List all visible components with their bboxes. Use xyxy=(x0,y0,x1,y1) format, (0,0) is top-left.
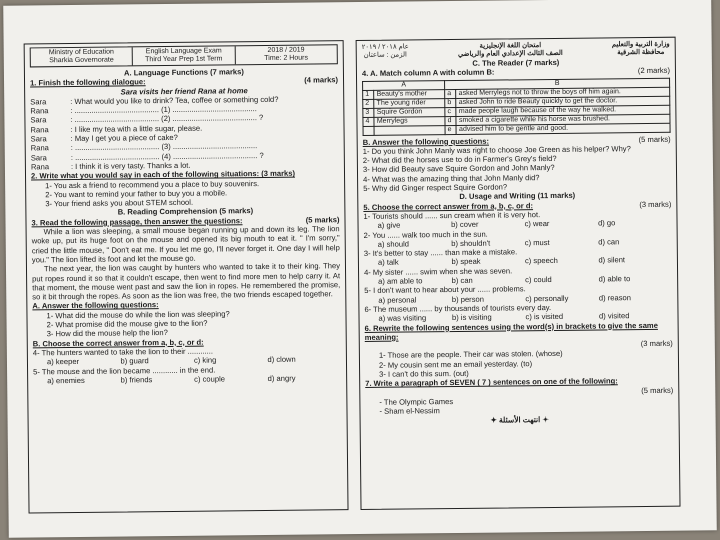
exam-header xyxy=(30,44,338,67)
q1-marks: (4 marks) xyxy=(304,75,339,85)
qbr-item: 3- How did Beauty save Squire Gordon and John Manly? xyxy=(362,163,555,175)
q7-title: 7. Write a paragraph of SEVEN ( 7 ) sentences on one of the following: xyxy=(365,376,618,389)
dialogue-line: Sara : ........................................ (4) ........................................ ? xyxy=(30,150,264,163)
dialogue-line: Rana : I like my tea with a little sugar, please. xyxy=(30,123,203,135)
arabic-header: عام ٢٠١٨ / ٢٠١٩ الزمن : ساعتان امتحان اللغة الإنجليزية الصف الثالث الإعدادي العام والرياضي وزارة التربية والتعليم محافظة الشرقية xyxy=(361,40,670,59)
q5-title: 5. Choose the correct answer from a, b, c, or d: xyxy=(363,200,534,212)
qa-item: 3- How did the mouse help the lion? xyxy=(46,328,168,339)
passage-paragraph: While a lion was sleeping, a small mouse began running up and down its leg. The lion woke up, put its huge foot on the mouse and opened its big mouth to eat it. " I'm sorry," cried the little mouse, " Don't eat me. If you let me go, I'll never forget it. One day I will help you." The lion lifted its foot and let the mouse go. xyxy=(31,224,340,265)
passage-paragraph: The next year, the lion was caught by hunters who wanted to take it to their king. They put ropes round it so that it couldn't escape, then went to find more men to help carry it. At that moment, the mouse went past and saw the lion in ropes. He remembered the promise, so it bit through the ropes. As soon as the lion was free, the two friends escaped together. xyxy=(32,261,341,302)
mcq-question: 5- I don't want to hear about your ...... problems. xyxy=(364,284,526,296)
q3-marks: (5 marks) xyxy=(305,214,340,225)
q4-title: 4. A. Match column A with column B: xyxy=(361,67,495,79)
header-exam: English Language Exam xyxy=(145,47,222,56)
qbr-title: B. Answer the following questions: xyxy=(362,136,490,147)
match-table: A B 1 Beauty's mother a asked Merrylegs not to throw the boys off him again. 2 The young rider b asked John to ride Beauty quickly to get the doctor. 3 Squire Gordon c made people laugh because of the way he walked. 4 Merrylegs d smoked a cigarette while his horse was brushed. e advised him to be gentle and good. xyxy=(362,77,671,135)
table-row: 3 Squire Gordon c made people laugh because of the way he walked. xyxy=(363,105,670,117)
q3-title: 3. Read the following passage, then answer the questions: xyxy=(31,215,243,228)
q6-item: 1- Those are the people. Their car was stolen. (whose) xyxy=(378,349,563,361)
table-row: 4 Merrylegs d smoked a cigarette while his horse was brushed. xyxy=(363,114,670,126)
header-ministry: Ministry of Education xyxy=(48,48,114,57)
dialogue-line: Sara : May I get you a piece of cake? xyxy=(30,132,178,144)
exam-page-left xyxy=(24,40,349,513)
q2-item: 3- Your friend asks you about STEM school. xyxy=(45,197,194,209)
dialogue-line: Rana : I think it is very tasty. Thanks a lot. xyxy=(30,160,191,172)
header-time: Time: 2 Hours xyxy=(264,54,309,62)
q4-marks: (2 marks) xyxy=(637,66,670,76)
dialogue-line: Sara : What would you like to drink? Tea, coffee or something cold? xyxy=(30,94,279,107)
header-grade: Third Year Prep 1st Term xyxy=(145,55,223,64)
header-year: 2018 / 2019 xyxy=(267,46,305,54)
mcq-question: 3- It's better to stay ...... than make a mistake. xyxy=(363,247,518,259)
table-row: 2 The young rider b asked John to ride Beauty quickly to get the doctor. xyxy=(363,96,670,108)
qbr-marks: (5 marks) xyxy=(638,134,671,144)
exam-paper xyxy=(3,0,717,538)
dialogue xyxy=(30,94,339,172)
qa-item: 2- What promise did the mouse give to the lion? xyxy=(46,318,208,330)
mcq-options: a) am able to b) can c) could d) able to xyxy=(378,274,631,286)
q2-item: 2- You want to remind your father to buy you a mobile. xyxy=(45,188,228,200)
qbr-item: 1- Do you think John Manly was right to choose Joe Green as his helper? Why? xyxy=(362,144,631,156)
dialogue-line: Rana : ........................................ (3) ........................................ xyxy=(30,141,258,153)
qbr-item: 2- What did the horses use to do in Farmer's Grey's field? xyxy=(362,154,557,166)
q1-subtitle: Sara visits her friend Rana at home xyxy=(120,85,248,97)
qbr-item: 4- What was the amazing thing that John Manly did? xyxy=(363,172,540,184)
topic-item: - The Olympic Games xyxy=(379,396,454,407)
qb-title: B. Choose the correct answer from a, b, c, or d: xyxy=(32,337,204,349)
q5-marks: (3 marks) xyxy=(639,199,672,209)
mcq-options: a) talk b) speak c) speech d) silent xyxy=(377,255,626,268)
mcq-options: a) give b) cover c) wear d) go xyxy=(377,218,616,231)
q6-item: 3- I can't do this sum. (out) xyxy=(379,368,469,379)
q1-title: 1. Finish the following dialogue: xyxy=(30,77,146,88)
dialogue-line: Rana : ........................................ (1) ........................................ xyxy=(30,104,257,116)
mcq-question: 6- The museum ...... by thousands of tourists every day. xyxy=(364,302,552,314)
q7-marks: (5 marks) xyxy=(641,385,674,395)
qb-options: a) keeper b) guard c) king d) clown xyxy=(46,354,296,367)
mcq-question: 4- My sister ...... swim when she was seven. xyxy=(363,266,513,277)
exam-page-right xyxy=(356,37,681,510)
section-b-title: B. Reading Comprehension (5 marks) xyxy=(117,206,254,217)
end-of-questions: ✦ انتهت الأسئلة ✦ xyxy=(490,414,549,425)
mcq-options: a) was visiting b) is visiting c) is visited d) visited xyxy=(378,311,630,324)
q2-title: 2. Write what you would say in each of the following situations: (3 marks) xyxy=(30,168,296,181)
section-d-title: D. Usage and Writing (11 marks) xyxy=(459,191,576,202)
qb-question: 4- The hunters wanted to take the lion to their ............ xyxy=(32,346,214,358)
qa-item: 1- What did the mouse do while the lion was sleeping? xyxy=(46,309,230,321)
dialogue-line: Sara : ........................................ (2) ........................................ ? xyxy=(30,113,264,125)
qb-question: 5- The mouse and the lion became ............ in the end. xyxy=(33,365,216,376)
mcq-question: 1- Tourists should ...... sun cream when it is very hot. xyxy=(363,210,541,221)
header-governorate: Sharkia Governorate xyxy=(49,56,114,65)
q6-marks: (3 marks) xyxy=(640,338,673,349)
table-row: e advised him to be gentle and good. xyxy=(363,123,670,135)
qa-title: A. Answer the following questions: xyxy=(32,300,159,311)
table-row: 1 Beauty's mother a asked Merrylegs not to throw the boys off him again. xyxy=(363,87,670,99)
topic-item: - Sham el-Nessim xyxy=(379,406,440,417)
mcq-question: 2- You ...... walk too much in the sun. xyxy=(363,229,488,240)
mcq-options: a) personal b) person c) personally d) reason xyxy=(378,292,631,305)
q6-item: 2- My cousin sent me an email yesterday. (to) xyxy=(378,358,533,370)
qbr-item: 5- Why did Ginger respect Squire Gordon? xyxy=(363,182,508,194)
section-c-title: C. The Reader (7 marks) xyxy=(472,57,560,68)
q6-title: 6. Rewrite the following sentences using the word(s) in brackets to give the same meaning: xyxy=(364,320,658,342)
section-a-title: A. Language Functions (7 marks) xyxy=(123,67,244,78)
mcq-options: a) should b) shouldn't c) must d) can xyxy=(377,237,620,249)
qb-options: a) enemies b) friends c) couple d) angry xyxy=(47,373,296,386)
q2-item: 1- You ask a friend to recommend you a place to buy souvenirs. xyxy=(45,178,260,190)
